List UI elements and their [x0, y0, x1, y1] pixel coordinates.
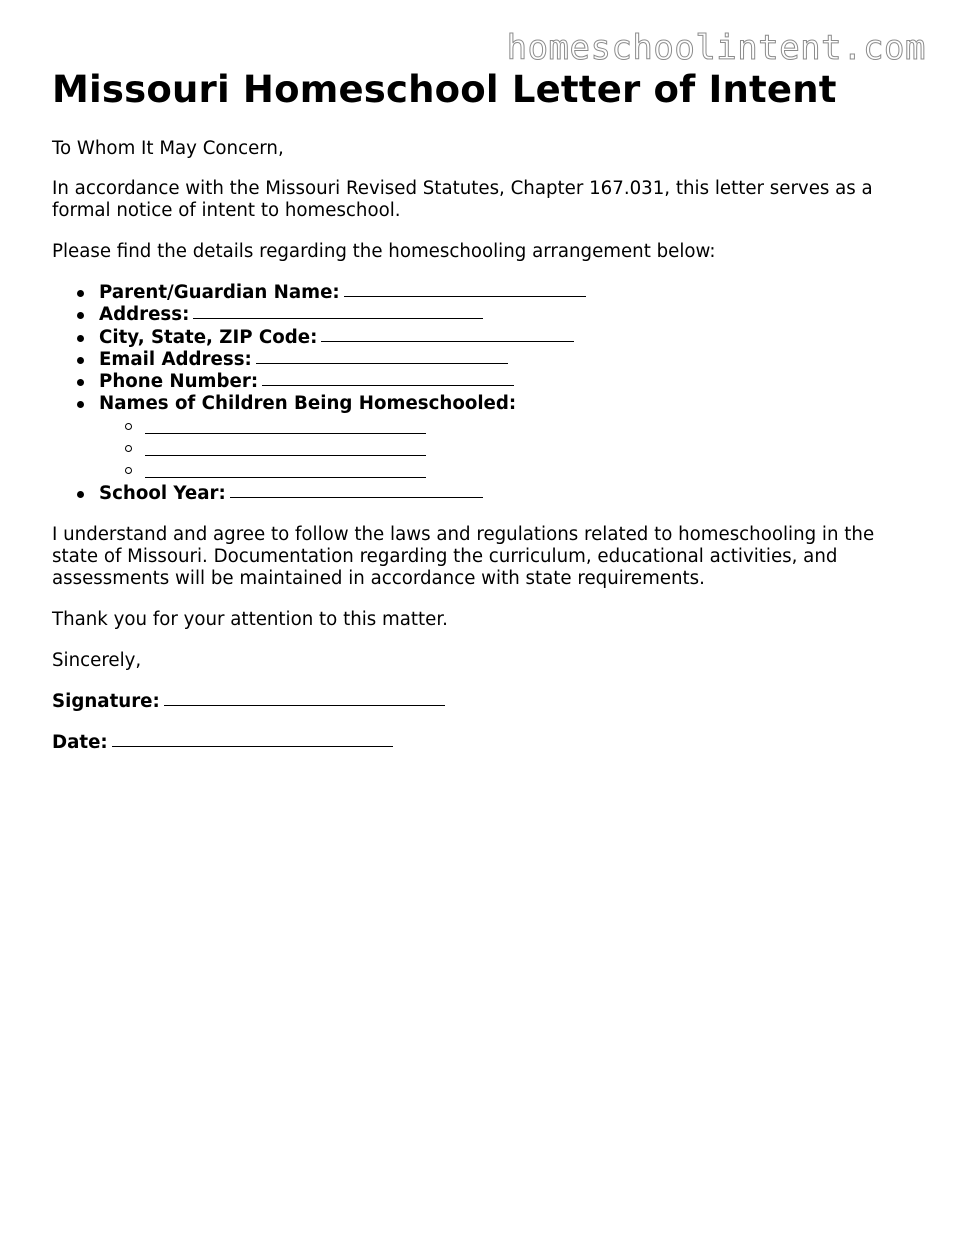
address-blank[interactable] [193, 317, 483, 319]
details-intro: Please find the details regarding the homeschooling arrangement below: [52, 241, 716, 262]
list-item-phone [99, 371, 912, 393]
child-entry [145, 416, 912, 438]
date-row [52, 732, 912, 754]
details-list [52, 282, 912, 505]
children-list [99, 416, 912, 483]
parent-name-blank[interactable] [344, 295, 586, 297]
phone-label: Phone Number: [99, 371, 259, 393]
child-entry [145, 460, 912, 482]
city-state-zip-blank[interactable] [321, 340, 574, 342]
list-item-children [99, 393, 912, 482]
closing: Sincerely, [52, 649, 142, 671]
list-item-school-year [99, 483, 912, 505]
signature-blank[interactable] [164, 704, 445, 706]
children-label: Names of Children Being Homeschooled: [99, 393, 517, 415]
parent-name-label: Parent/Guardian Name: [99, 282, 340, 303]
child-name-blank[interactable] [145, 476, 426, 478]
watermark: homeschoolintent.com [506, 28, 926, 68]
school-year-label: School Year: [99, 482, 226, 504]
signature-label: Signature: [52, 690, 160, 712]
address-label: Address: [99, 304, 190, 326]
date-blank[interactable] [112, 745, 393, 747]
child-entry [145, 438, 912, 460]
city-state-zip-label: City, State, ZIP Code: [99, 326, 318, 348]
list-item-email [99, 349, 912, 371]
child-name-blank[interactable] [145, 432, 426, 434]
signature-row [52, 691, 912, 713]
list-item-parent-name [99, 282, 912, 304]
list-item-address [99, 304, 912, 326]
phone-blank[interactable] [262, 384, 514, 386]
school-year-blank[interactable] [230, 496, 483, 498]
child-name-blank[interactable] [145, 454, 426, 456]
date-label: Date: [52, 731, 108, 753]
agreement-paragraph: I understand and agree to follow the laws and regulations related to homeschooling in the state of Missouri. Documentation regarding the curriculum, educational activities, and assessments will be maintained in accordance with state requirements. [52, 523, 875, 589]
list-item-city-state-zip [99, 327, 912, 349]
email-blank[interactable] [256, 362, 508, 364]
letter-document [52, 68, 912, 754]
document-title: Missouri Homeschool Letter of Intent [52, 68, 837, 111]
thanks-paragraph: Thank you for your attention to this matter. [52, 608, 448, 630]
greeting: To Whom It May Concern, [52, 138, 284, 159]
intro-paragraph: In accordance with the Missouri Revised Statutes, Chapter 167.031, this letter serves as a formal notice of intent to homeschool. [52, 178, 873, 221]
email-label: Email Address: [99, 348, 252, 370]
